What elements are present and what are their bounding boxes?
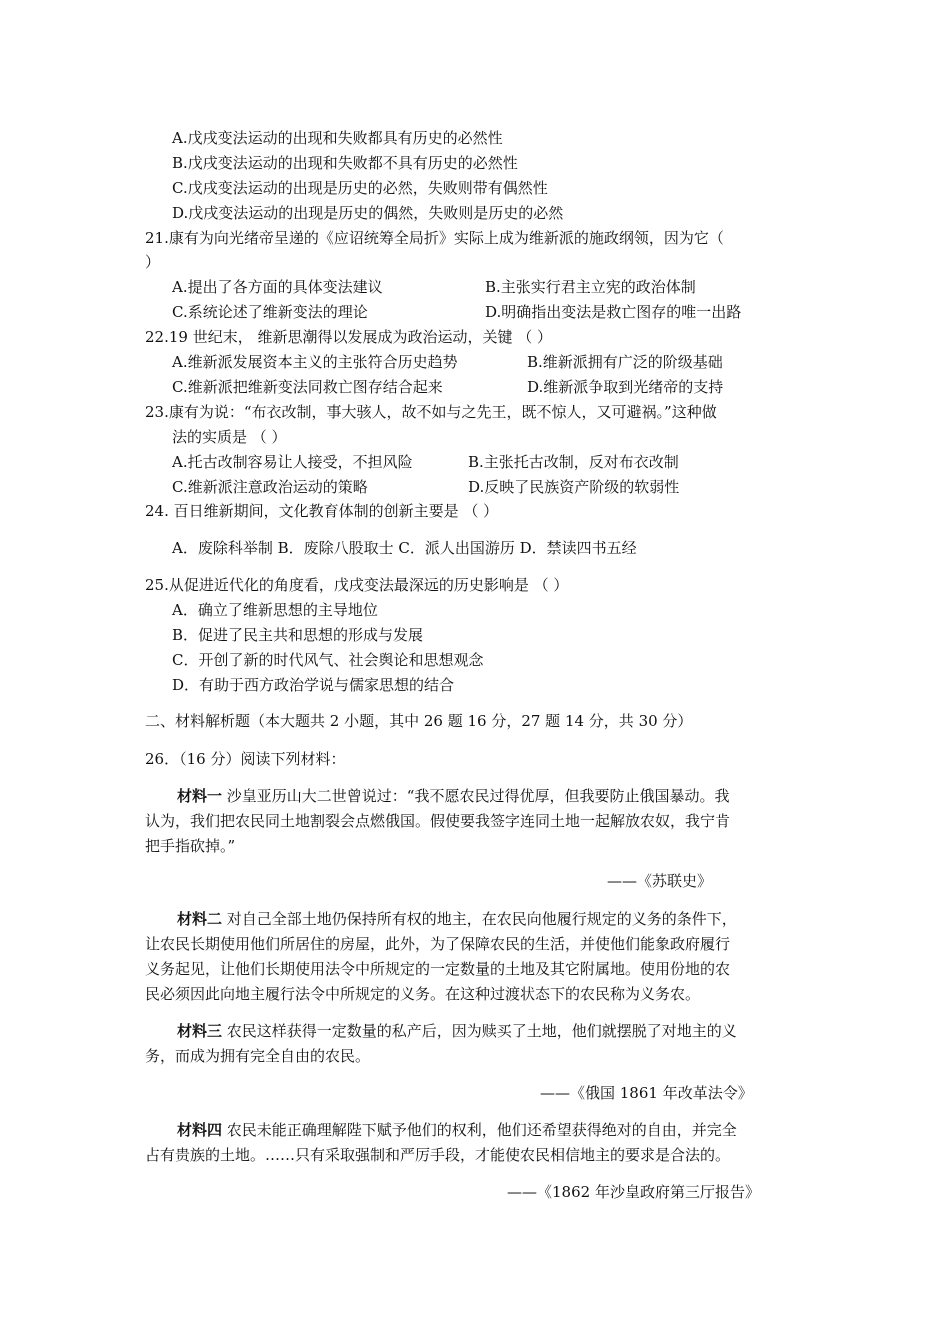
material2-line2: 让农民长期使用他们所居住的房屋，此外，为了保障农民的生活，并使他们能象政府履行 xyxy=(145,935,731,953)
q25-option-c: C．开创了新的时代风气、社会舆论和思想观念 xyxy=(172,651,484,669)
q20-option-a: A.戊戌变法运动的出现和失败都具有历史的必然性 xyxy=(172,129,503,147)
material3-label: 材料三 xyxy=(177,1022,223,1040)
material3-line1 xyxy=(177,1021,737,1041)
material3-text1: 农民这样获得一定数量的私产后，因为赎买了土地，他们就摆脱了对地主的义 xyxy=(222,1022,737,1040)
material2-line4: 民必须因此向地主履行法令中所规定的义务。在这种过渡状态下的农民称为义务农。 xyxy=(145,985,701,1003)
q24-options: A．废除科举制 B．废除八股取士 C．派人出国游历 D．禁读四书五经 xyxy=(172,539,637,557)
q23-option-b: B.主张托古改制，反对布衣改制 xyxy=(468,453,679,471)
q20-option-d: D.戊戌变法运动的出现是历史的偶然，失败则是历史的必然 xyxy=(172,204,564,222)
q21-stem-line1: 21.康有为向光绪帝呈递的《应诏统筹全局折》实际上成为维新派的施政纲领，因为它（ xyxy=(145,229,724,247)
q21-option-c: C.系统论述了维新变法的理论 xyxy=(172,303,368,321)
q20-option-b: B.戊戌变法运动的出现和失败都不具有历史的必然性 xyxy=(172,154,518,172)
material4-source: ——《1862 年沙皇政府第三厅报告》 xyxy=(507,1183,760,1201)
q22-option-d: D.维新派争取到光绪帝的支持 xyxy=(527,378,724,396)
q23-stem-line2: 法的实质是 （ ） xyxy=(172,428,287,446)
material4-text1: 农民未能正确理解陛下赋予他们的权利，他们还希望获得绝对的自由，并完全 xyxy=(222,1121,737,1139)
material1-source: ——《苏联史》 xyxy=(607,872,713,890)
q21-option-a: A.提出了各方面的具体变法建议 xyxy=(172,278,383,296)
material1-text1: 沙皇亚历山大二世曾说过：“我不愿农民过得优厚，但我要防止俄国暴动。我 xyxy=(222,787,730,805)
material3-line2: 务，而成为拥有完全自由的农民。 xyxy=(145,1047,371,1065)
section2-heading: 二、材料解析题（本大题共 2 小题，其中 26 题 16 分，27 题 14 分，共 30 分） xyxy=(145,712,693,730)
q21-stem-line2: ） xyxy=(145,253,161,271)
material2-text1: 对自己全部土地仍保持所有权的地主，在农民向他履行规定的义务的条件下， xyxy=(222,910,737,928)
material2-label: 材料二 xyxy=(177,910,223,928)
q23-option-d: D.反映了民族资产阶级的软弱性 xyxy=(468,478,680,496)
q25-option-d: D．有助于西方政治学说与儒家思想的结合 xyxy=(172,676,455,694)
material2-line3: 义务起见，让他们长期使用法令中所规定的一定数量的土地及其它附属地。使用份地的农 xyxy=(145,960,731,978)
q23-stem-line1: 23.康有为说：“布衣改制，事大骇人，故不如与之先王，既不惊人，又可避祸。”这种做 xyxy=(145,403,717,421)
q26-intro: 26．（16 分）阅读下列材料： xyxy=(145,750,346,768)
q21-option-b: B.主张实行君主立宪的政治体制 xyxy=(485,278,696,296)
q24-stem: 24. 百日维新期间，文化教育体制的创新主要是 （ ） xyxy=(145,502,499,520)
material1-line3: 把手指砍掉。” xyxy=(145,837,236,855)
material1-line2: 认为，我们把农民同土地割裂会点燃俄国。假使要我签字连同土地一起解放农奴，我宁肯 xyxy=(145,812,731,830)
q22-stem: 22.19 世纪末， 维新思潮得以发展成为政治运动，关键 （ ） xyxy=(145,328,553,346)
material1-line1 xyxy=(177,786,729,806)
material2-line1 xyxy=(177,909,737,929)
q22-option-a: A.维新派发展资本主义的主张符合历史趋势 xyxy=(172,353,458,371)
material4-line1 xyxy=(177,1120,737,1140)
q25-option-b: B．促进了民主共和思想的形成与发展 xyxy=(172,626,424,644)
q25-option-a: A．确立了维新思想的主导地位 xyxy=(172,601,378,619)
material4-label: 材料四 xyxy=(177,1121,223,1139)
q23-option-a: A.托古改制容易让人接受，不担风险 xyxy=(172,453,413,471)
q22-option-b: B.维新派拥有广泛的阶级基础 xyxy=(527,353,723,371)
q22-option-c: C.维新派把维新变法同救亡图存结合起来 xyxy=(172,378,443,396)
material1-label: 材料一 xyxy=(177,787,223,805)
q20-option-c: C.戊戌变法运动的出现是历史的必然，失败则带有偶然性 xyxy=(172,179,548,197)
q23-option-c: C.维新派注意政治运动的策略 xyxy=(172,478,368,496)
material4-line2: 占有贵族的土地。……只有采取强制和严厉手段，才能使农民相信地主的要求是合法的。 xyxy=(145,1146,731,1164)
q21-option-d: D.明确指出变法是救亡图存的唯一出路 xyxy=(485,303,742,321)
material3-source: ——《俄国 1861 年改革法令》 xyxy=(540,1084,753,1102)
q25-stem: 25.从促进近代化的角度看，戊戌变法最深远的历史影响是 （ ） xyxy=(145,576,569,594)
